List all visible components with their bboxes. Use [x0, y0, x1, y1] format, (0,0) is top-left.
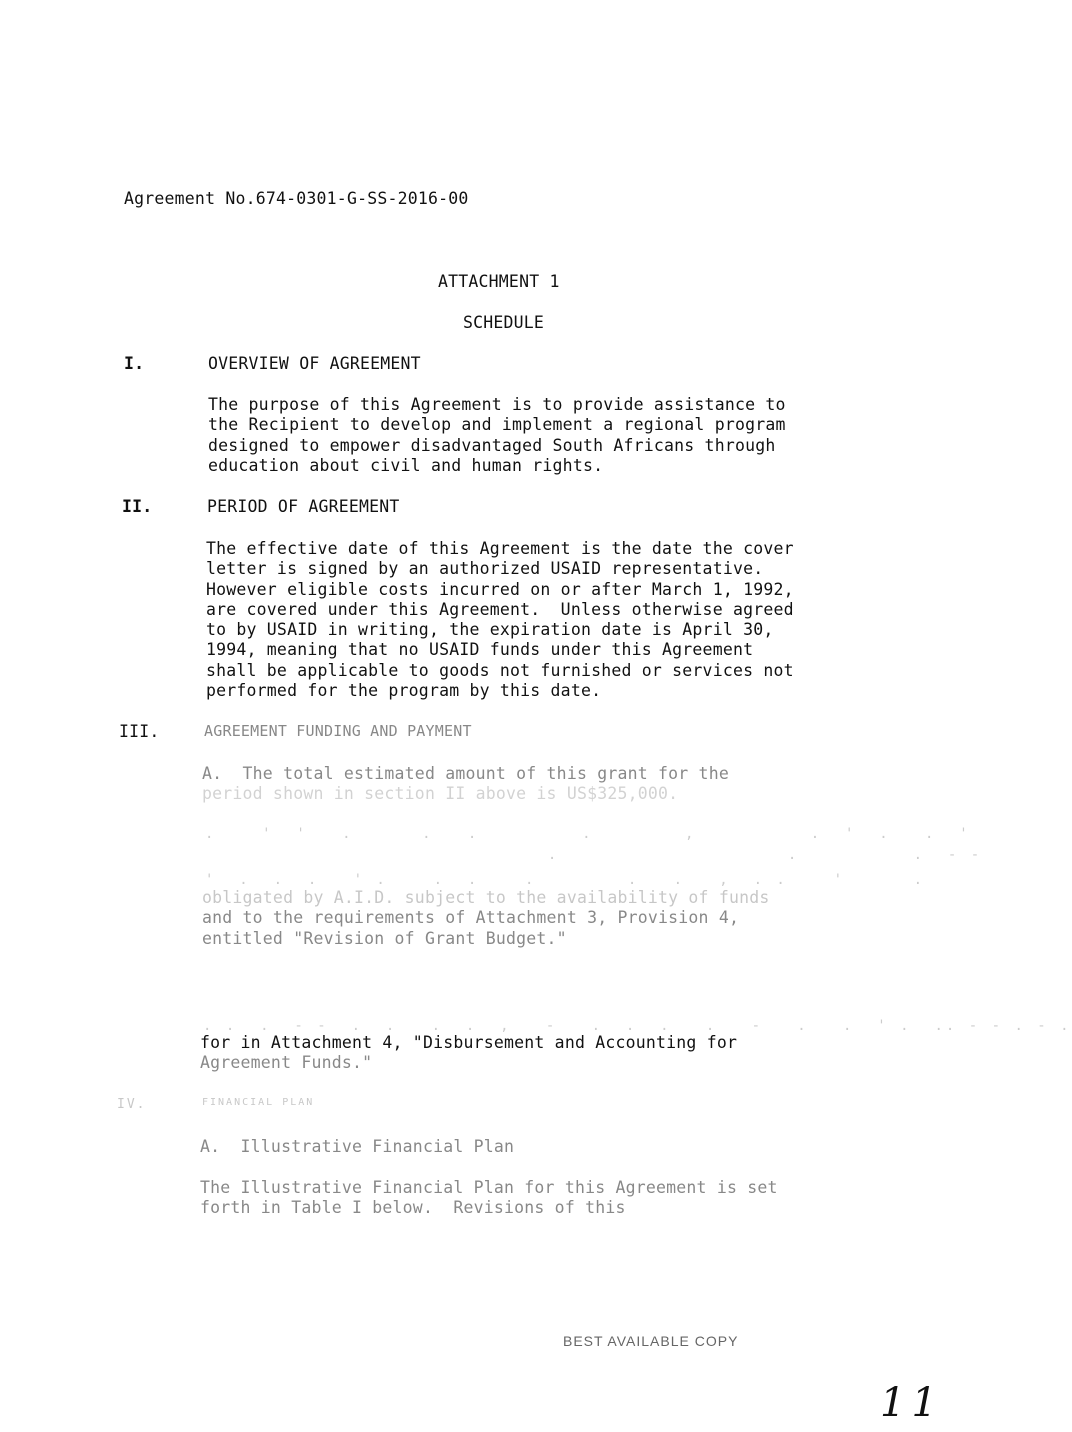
body-line: obligated by A.I.D. subject to the availability of funds [202, 888, 770, 907]
body-line: performed for the program by this date. [206, 681, 602, 701]
body-line: and to the requirements of Attachment 3, Provision 4, [202, 908, 740, 928]
body-line: shall be applicable to goods not furnished or services not [206, 660, 794, 680]
body-line: Agreement Funds." [200, 1053, 373, 1073]
section-3-heading: AGREEMENT FUNDING AND PAYMENT [204, 722, 472, 740]
illegible-line: . . . - - [205, 847, 983, 863]
body-line: A. The total estimated amount of this grant for the [202, 764, 729, 783]
agreement-number: Agreement No.674-0301-G-SS-2016-00 [124, 189, 469, 208]
body-line: the Recipient to develop and implement a regional program [208, 415, 786, 435]
section-4-a-body [200, 1178, 778, 1219]
section-3-c-body [200, 1033, 737, 1074]
section-1-heading: OVERVIEW OF AGREEMENT [208, 354, 421, 373]
section-4-numeral: IV. [117, 1097, 147, 1112]
body-line: to by USAID in writing, the expiration date is April 30, [206, 620, 774, 640]
body-line: designed to empower disadvantaged South Africans through [208, 435, 776, 455]
section-3-numeral: III. [119, 722, 160, 741]
body-line: However eligible costs incurred on or after March 1, 1992, [206, 579, 794, 599]
body-line: The purpose of this Agreement is to provide assistance to [208, 395, 786, 414]
illegible-line: ' . . . ' . . . . . . , . . ' . [205, 872, 960, 888]
section-4-heading: FINANCIAL PLAN [202, 1097, 315, 1108]
best-available-copy-stamp: BEST AVAILABLE COPY [563, 1333, 739, 1349]
section-2-heading: PERIOD OF AGREEMENT [207, 497, 400, 516]
section-1-body [208, 395, 786, 476]
section-4-a-heading: A. Illustrative Financial Plan [200, 1137, 515, 1156]
section-2-numeral: II. [122, 497, 153, 516]
body-line: education about civil and human rights. [208, 455, 604, 475]
body-line: The effective date of this Agreement is the date the cover [206, 539, 794, 558]
body-line: entitled "Revision of Grant Budget." [202, 928, 567, 948]
illegible-line: . ' ' . . . . , . ' . . ' [205, 826, 983, 842]
body-line: 1994, meaning that no USAID funds under this Agreement [206, 640, 754, 660]
body-line: period shown in section II above is US$325,000. [202, 784, 679, 804]
section-1-numeral: I. [124, 354, 145, 373]
section-3-b-body [202, 888, 770, 949]
section-2-body [206, 539, 794, 701]
body-line: for in Attachment 4, "Disbursement and Accounting for [200, 1033, 738, 1052]
section-3-a-body [202, 764, 729, 805]
schedule-title: SCHEDULE [463, 313, 545, 332]
body-line: are covered under this Agreement. Unless otherwise agreed [206, 599, 794, 619]
body-line: letter is signed by an authorized USAID representative. [206, 559, 764, 579]
body-line: forth in Table I below. Revisions of this [200, 1198, 626, 1218]
body-line: The Illustrative Financial Plan for this Agreement is set [200, 1178, 778, 1197]
page-number: 11 [880, 1380, 943, 1426]
attachment-title: ATTACHMENT 1 [438, 272, 560, 291]
illegible-line: . . . - - . . . . , - . . . . - . . ' . .. - - . - . [203, 1018, 1072, 1034]
